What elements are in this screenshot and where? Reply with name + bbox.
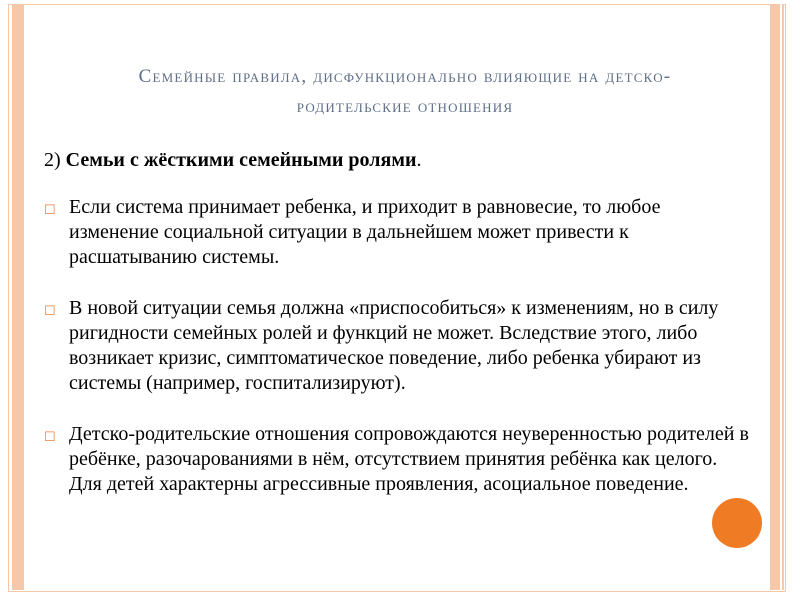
subheading — [44, 148, 754, 173]
bullet-icon: ☐ — [44, 202, 56, 217]
bullet-text: Если система принимает ребенка, и приходит в равновесие, то любое изменение социальной ситуации в дальнейшем может привести к расшатыванию системы. — [69, 196, 661, 268]
slide-title-line-2: родительские отношения — [296, 96, 514, 117]
subheading-number: 2) — [44, 149, 61, 171]
frame-left-bar — [12, 4, 24, 590]
bullet-item — [44, 296, 754, 396]
bullet-text: Детско-родительские отношения сопровождаются неуверенностью родителей в ребёнке, разочарованиями в нём, отсутствием принятия ребёнка как целого. Для детей характерны агрессивные проявления, асоциальное поведение. — [69, 423, 749, 495]
bullet-item — [44, 195, 754, 270]
bullet-icon: ☐ — [44, 429, 56, 444]
bullet-text: В новой ситуации семья должна «приспособиться» к изменениям, но в силу ригидности семейных ролей и функций не может. Вследствие этого, либо возникает кризис, симптоматическое поведение, либо ребенка убирают из системы (например, госпитализируют). — [69, 297, 719, 394]
bullet-icon: ☐ — [44, 303, 56, 318]
slide-title-line-1: Семейные правила, дисфункционально влияющие на детско- — [138, 66, 672, 87]
slide-title — [60, 62, 750, 122]
bullet-item — [44, 422, 754, 497]
slide-body — [44, 148, 754, 523]
subheading-bold: Семьи с жёсткими семейными ролями — [65, 149, 417, 171]
decorative-circle — [712, 498, 762, 548]
frame-right-stripe — [780, 4, 782, 590]
subheading-end: . — [416, 149, 422, 171]
